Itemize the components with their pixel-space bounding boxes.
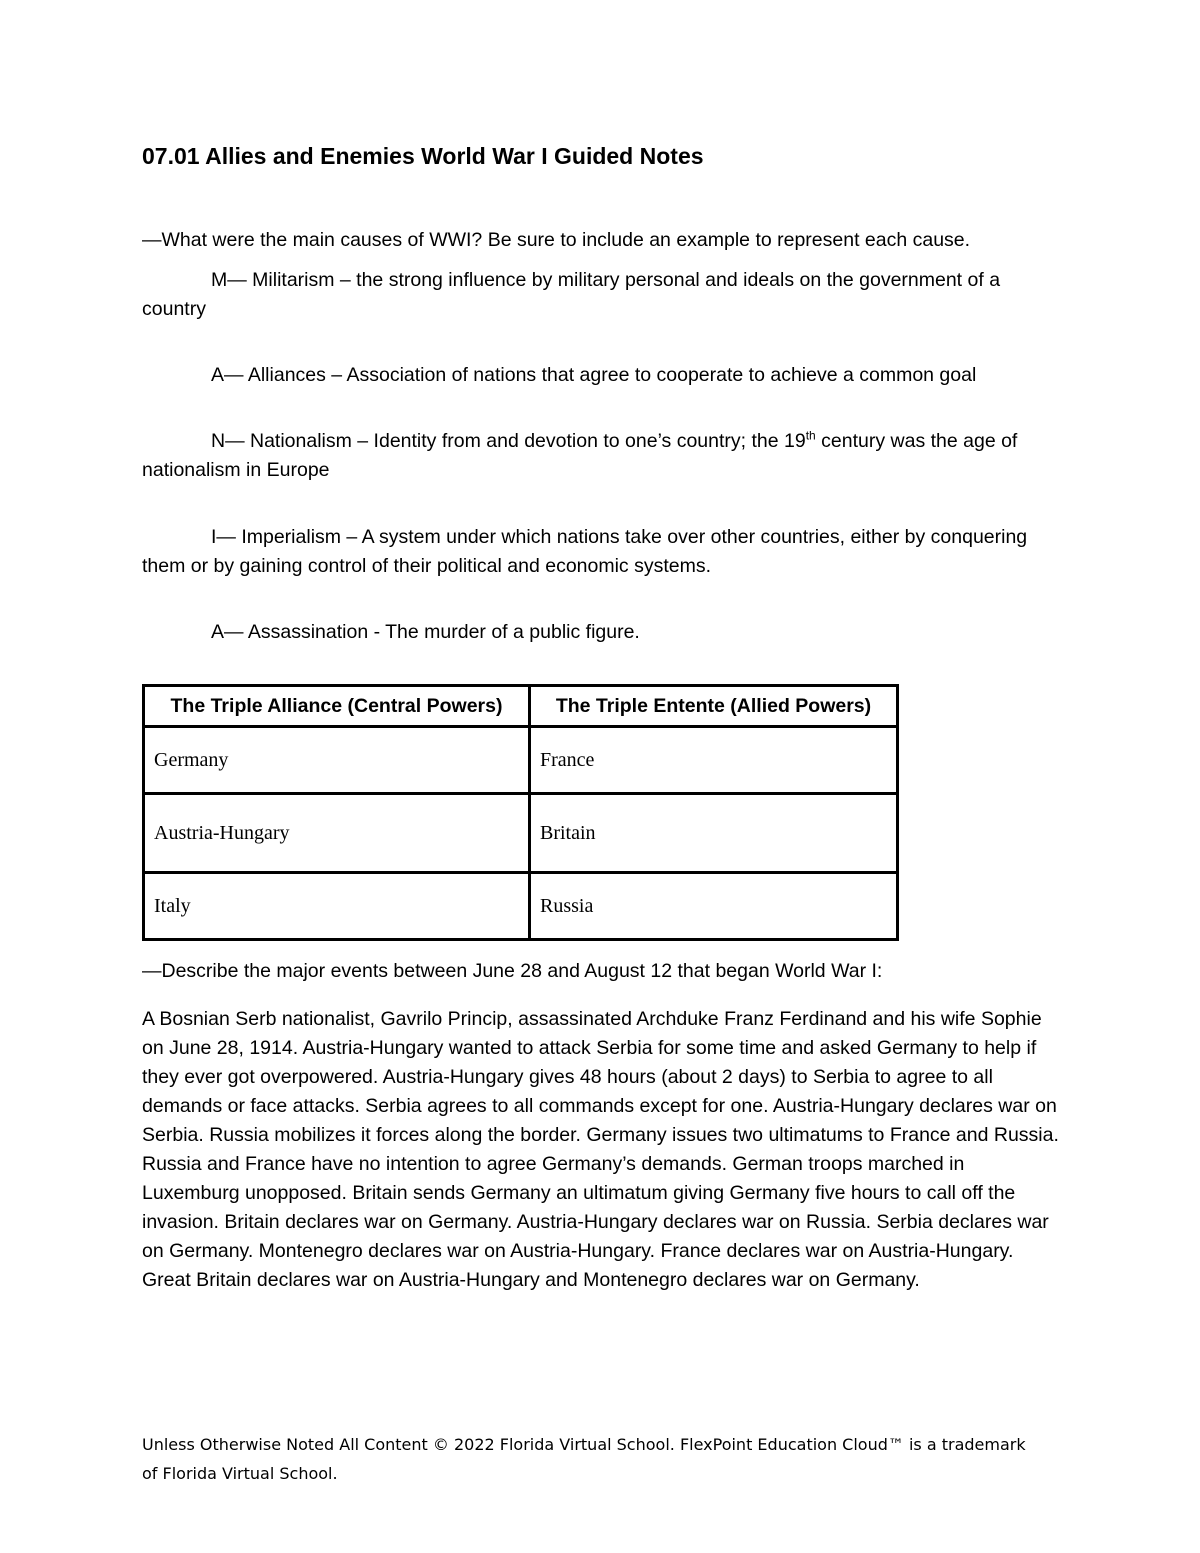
table-row	[144, 794, 898, 873]
header-triple-entente: The Triple Entente (Allied Powers)	[530, 686, 898, 727]
ordinal-suffix: th	[805, 428, 816, 443]
table-cell: Italy	[144, 873, 530, 940]
header-triple-alliance: The Triple Alliance (Central Powers)	[144, 686, 530, 727]
table-cell: Germany	[144, 727, 530, 794]
cause-alliances: A— Alliances – Association of nations that agree to cooperate to achieve a common goal	[211, 364, 977, 386]
cause-nationalism-text-end: century was the age of nationalism in Europe	[142, 430, 1018, 481]
table-row	[144, 873, 898, 940]
table-header-row	[144, 686, 898, 727]
table-row	[144, 727, 898, 794]
table-cell: Russia	[530, 873, 898, 940]
page-title: 07.01 Allies and Enemies World War I Guided Notes	[142, 143, 704, 169]
cause-assassination: A— Assassination - The murder of a public figure.	[211, 621, 640, 643]
table-cell: France	[530, 727, 898, 794]
events-answer: A Bosnian Serb nationalist, Gavrilo Princip, assassinated Archduke Franz Ferdinand and his wife Sophie on June 28, 1914. Austria-Hungary wanted to attack Serbia for some time and asked Germany to help if they ever got overpowered. Austria-Hungary gives 48 hours (about 2 days) to Serbia to agree to all demands or face attacks. Serbia agrees to all commands except for one. Austria-Hungary declares war on Serbia. Russia mobilizes it forces along the border. Germany issues two ultimatums to France and Russia. Russia and France have no intention to agree Germany’s demands. German troops marched in Luxemburg unopposed. Britain sends Germany an ultimatum giving Germany five hours to call off the invasion. Britain declares war on Germany. Austria-Hungary declares war on Russia. Serbia declares war on Germany. Montenegro declares war on Austria-Hungary. France declares war on Austria-Hungary. Great Britain declares war on Austria-Hungary and Montenegro declares war on Germany.	[142, 1008, 1059, 1291]
events-question: —Describe the major events between June 28 and August 12 that began World War I:	[142, 960, 883, 982]
table-cell: Britain	[530, 794, 898, 873]
cause-imperialism: I— Imperialism – A system under which nations take over other countries, either by conquering them or by gaining control of their political and economic systems.	[142, 526, 1028, 577]
alliance-table	[142, 684, 899, 941]
cause-nationalism-text: N— Nationalism – Identity from and devotion to one’s country; the 19	[211, 430, 806, 452]
copyright-footer: Unless Otherwise Noted All Content © 2022 Florida Virtual School. FlexPoint Education Cloud™ is a trademark of Florida Virtual School.	[142, 1435, 1026, 1483]
cause-militarism: M— Militarism – the strong influence by military personal and ideals on the government of a country	[142, 269, 1001, 320]
causes-question: —What were the main causes of WWI? Be sure to include an example to represent each cause.	[142, 229, 971, 251]
table-cell: Austria-Hungary	[144, 794, 530, 873]
cause-nationalism	[142, 427, 1062, 485]
